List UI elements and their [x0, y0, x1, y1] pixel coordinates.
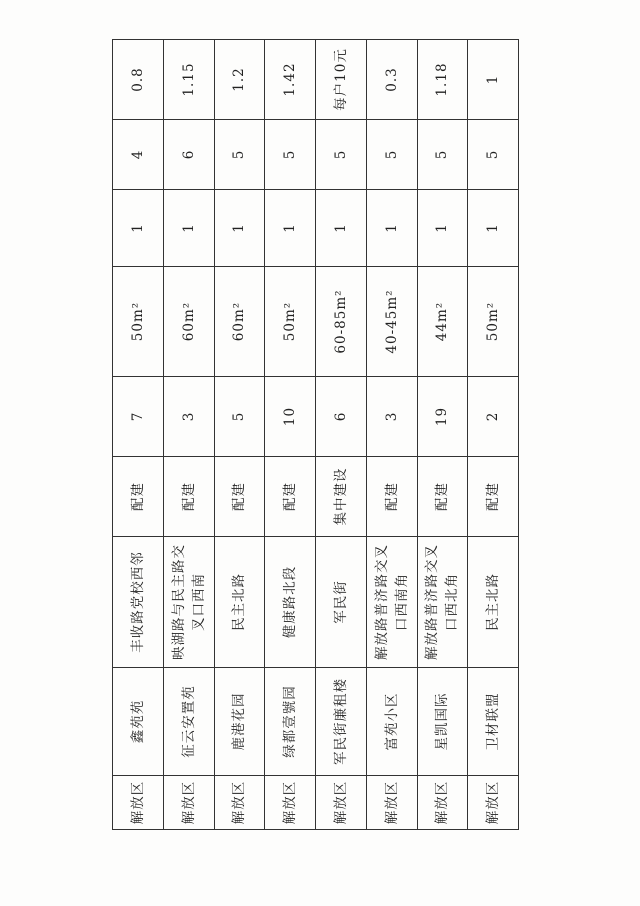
- table-row: [163, 40, 214, 830]
- table-row: [265, 40, 316, 830]
- cell-district: 解放区: [468, 776, 519, 830]
- rotated-table-container: [112, 40, 518, 830]
- cell-location: 军民街: [316, 537, 367, 668]
- cell-district: 解放区: [417, 776, 468, 830]
- cell-location: 解放路普济路交叉口西南角: [366, 537, 417, 668]
- cell-rent: 1.2: [214, 40, 265, 120]
- cell-unit-count: 10: [265, 377, 316, 457]
- cell-project-name: 鑫苑苑: [113, 668, 164, 776]
- cell-build-type: 配建: [214, 457, 265, 537]
- cell-unit-count: 7: [113, 377, 164, 457]
- cell-district: 解放区: [265, 776, 316, 830]
- cell-project-name: 军民街廉租楼: [316, 668, 367, 776]
- cell-build-type: 集中建设: [316, 457, 367, 537]
- cell-col-7: 1: [214, 190, 265, 267]
- cell-location: 民主北路: [214, 537, 265, 668]
- cell-project-name: 绿都壹號园: [265, 668, 316, 776]
- cell-project-name: 卫材联盟: [468, 668, 519, 776]
- cell-unit-area: 44m²: [417, 267, 468, 377]
- cell-col-8: 5: [366, 120, 417, 190]
- cell-unit-count: 6: [316, 377, 367, 457]
- cell-col-7: 1: [113, 190, 164, 267]
- cell-col-8: 5: [265, 120, 316, 190]
- cell-unit-area: 50m²: [113, 267, 164, 377]
- cell-build-type: 配建: [113, 457, 164, 537]
- cell-location: 丰收路党校西邻: [113, 537, 164, 668]
- cell-project-name: 星凯国际: [417, 668, 468, 776]
- cell-build-type: 配建: [366, 457, 417, 537]
- cell-rent: 1: [468, 40, 519, 120]
- table-row: [316, 40, 367, 830]
- table-row: [468, 40, 519, 830]
- cell-col-8: 5: [468, 120, 519, 190]
- cell-col-8: 5: [316, 120, 367, 190]
- table-row: [113, 40, 164, 830]
- table-row: [214, 40, 265, 830]
- cell-col-7: 1: [163, 190, 214, 267]
- cell-location: 解放路普济路交叉口西北角: [417, 537, 468, 668]
- cell-district: 解放区: [214, 776, 265, 830]
- cell-unit-area: 60-85m²: [316, 267, 367, 377]
- cell-unit-area: 40-45m²: [366, 267, 417, 377]
- cell-project-name: 鹿港花园: [214, 668, 265, 776]
- cell-unit-count: 19: [417, 377, 468, 457]
- cell-rent: 1.42: [265, 40, 316, 120]
- housing-table: [112, 39, 519, 830]
- cell-project-name: 征云安置苑: [163, 668, 214, 776]
- cell-build-type: 配建: [163, 457, 214, 537]
- table-body: [113, 40, 519, 830]
- table-row: [366, 40, 417, 830]
- cell-location: 映湖路与民主路交叉口西南: [163, 537, 214, 668]
- cell-rent: 0.3: [366, 40, 417, 120]
- cell-col-7: 1: [468, 190, 519, 267]
- cell-location: 健康路北段: [265, 537, 316, 668]
- cell-col-7: 1: [265, 190, 316, 267]
- cell-unit-count: 2: [468, 377, 519, 457]
- cell-col-7: 1: [366, 190, 417, 267]
- cell-col-8: 4: [113, 120, 164, 190]
- cell-build-type: 配建: [265, 457, 316, 537]
- cell-rent: 0.8: [113, 40, 164, 120]
- cell-district: 解放区: [113, 776, 164, 830]
- cell-project-name: 富苑小区: [366, 668, 417, 776]
- cell-build-type: 配建: [468, 457, 519, 537]
- cell-build-type: 配建: [417, 457, 468, 537]
- cell-unit-area: 50m²: [468, 267, 519, 377]
- cell-district: 解放区: [163, 776, 214, 830]
- cell-district: 解放区: [316, 776, 367, 830]
- cell-district: 解放区: [366, 776, 417, 830]
- cell-unit-area: 60m²: [214, 267, 265, 377]
- cell-rent: 每户10元: [316, 40, 367, 120]
- cell-col-7: 1: [417, 190, 468, 267]
- cell-unit-count: 3: [163, 377, 214, 457]
- cell-unit-count: 3: [366, 377, 417, 457]
- cell-unit-count: 5: [214, 377, 265, 457]
- cell-unit-area: 60m²: [163, 267, 214, 377]
- cell-rent: 1.15: [163, 40, 214, 120]
- cell-col-7: 1: [316, 190, 367, 267]
- cell-unit-area: 50m²: [265, 267, 316, 377]
- cell-col-8: 5: [214, 120, 265, 190]
- table-row: [417, 40, 468, 830]
- cell-rent: 1.18: [417, 40, 468, 120]
- cell-location: 民主北路: [468, 537, 519, 668]
- cell-col-8: 6: [163, 120, 214, 190]
- cell-col-8: 5: [417, 120, 468, 190]
